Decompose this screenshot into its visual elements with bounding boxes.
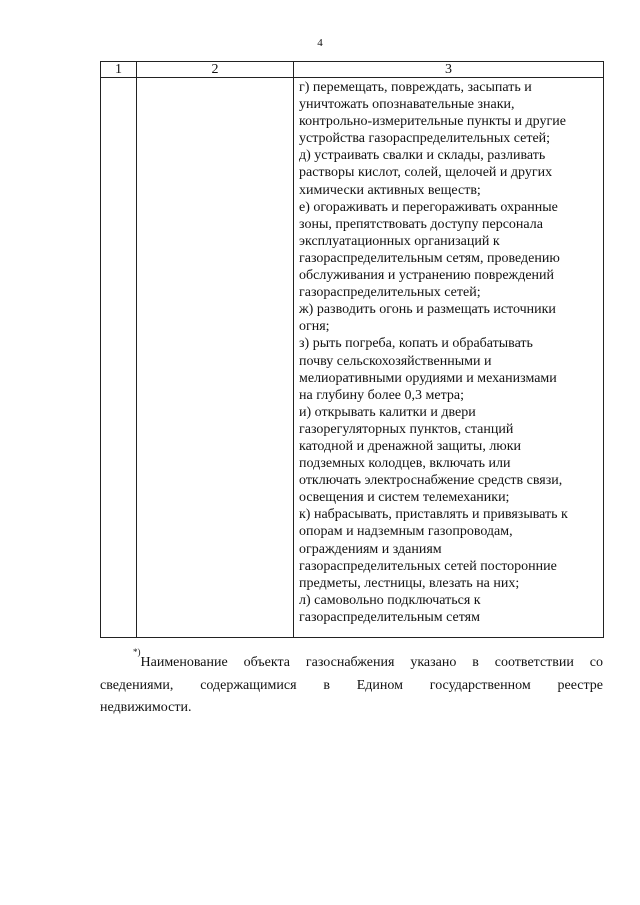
prohibition-line: з) рыть погреба, копать и обрабатывать <box>299 336 533 352</box>
footnote <box>100 647 603 720</box>
prohibition-line: газораспределительных сетей; <box>299 285 481 301</box>
prohibition-line: растворы кислот, солей, щелочей и других <box>299 165 553 181</box>
prohibition-line: е) огораживать и перегораживать охранные <box>299 199 558 215</box>
footnote-line-1 <box>100 647 603 675</box>
prohibition-line: освещения и систем телемеханики; <box>299 490 510 506</box>
page-number: 4 <box>317 37 323 49</box>
prohibition-line: опорам и надземным газопроводам, <box>299 524 513 540</box>
prohibition-line: эксплуатационных организаций к <box>299 233 500 249</box>
prohibition-line: к) набрасывать, приставлять и привязывать к <box>299 507 568 523</box>
prohibition-line: д) устраивать свалки и склады, разливать <box>299 148 546 164</box>
table-cell-col-3 <box>294 78 604 638</box>
prohibition-line: подземных колодцев, включать или <box>299 456 511 472</box>
table-header-col-1: 1 <box>101 62 137 78</box>
prohibition-line: уничтожать опознавательные знаки, <box>299 97 515 113</box>
footnote-mark: *) <box>133 647 141 657</box>
prohibition-line: контрольно-измерительные пункты и другие <box>299 114 566 130</box>
table-row <box>101 78 604 638</box>
prohibition-line: отключать электроснабжение средств связи, <box>299 473 563 489</box>
footnote-line-2: сведениями, содержащимися в Едином государственном реестре <box>100 677 603 693</box>
table-header-col-2: 2 <box>137 62 294 78</box>
prohibition-line: катодной и дренажной защиты, люки <box>299 438 522 454</box>
table-header-row <box>101 62 604 78</box>
prohibition-line: газорегуляторных пунктов, станций <box>299 421 514 437</box>
prohibition-line: мелиоративными орудиями и механизмами <box>299 370 557 386</box>
prohibition-line: газораспределительным сетям, проведению <box>299 250 560 266</box>
prohibition-line: огня; <box>299 319 330 335</box>
prohibition-line: ж) разводить огонь и размещать источники <box>299 302 556 318</box>
prohibition-line: обслуживания и устранению повреждений <box>299 268 555 284</box>
prohibition-line: г) перемещать, повреждать, засыпать и <box>299 80 532 95</box>
prohibition-line: зоны, препятствовать доступу персонала <box>299 216 543 232</box>
footnote-text-1: Наименование объекта газоснабжения указано в соответствии со <box>140 655 603 670</box>
prohibition-line: почву сельскохозяйственными и <box>299 353 492 369</box>
document-table <box>100 61 604 638</box>
prohibition-line: и) открывать калитки и двери <box>299 404 476 420</box>
table-cell-col-2 <box>137 78 294 638</box>
prohibition-line: предметы, лестницы, влезать на них; <box>299 575 520 591</box>
prohibition-line: на глубину более 0,3 метра; <box>299 387 464 403</box>
prohibitions-list <box>294 78 603 626</box>
table-cell-col-1 <box>101 78 137 638</box>
prohibition-line: ограждениям и зданиям <box>299 541 442 557</box>
prohibition-line: л) самовольно подключаться к <box>299 592 481 608</box>
prohibition-line: газораспределительным сетям <box>299 609 480 625</box>
prohibition-line: химически активных веществ; <box>299 182 481 198</box>
table-header-col-3: 3 <box>294 62 604 78</box>
footnote-line-3: недвижимости. <box>100 700 192 715</box>
prohibition-line: газораспределительных сетей посторонние <box>299 558 557 574</box>
prohibition-line: устройства газораспределительных сетей; <box>299 131 551 147</box>
